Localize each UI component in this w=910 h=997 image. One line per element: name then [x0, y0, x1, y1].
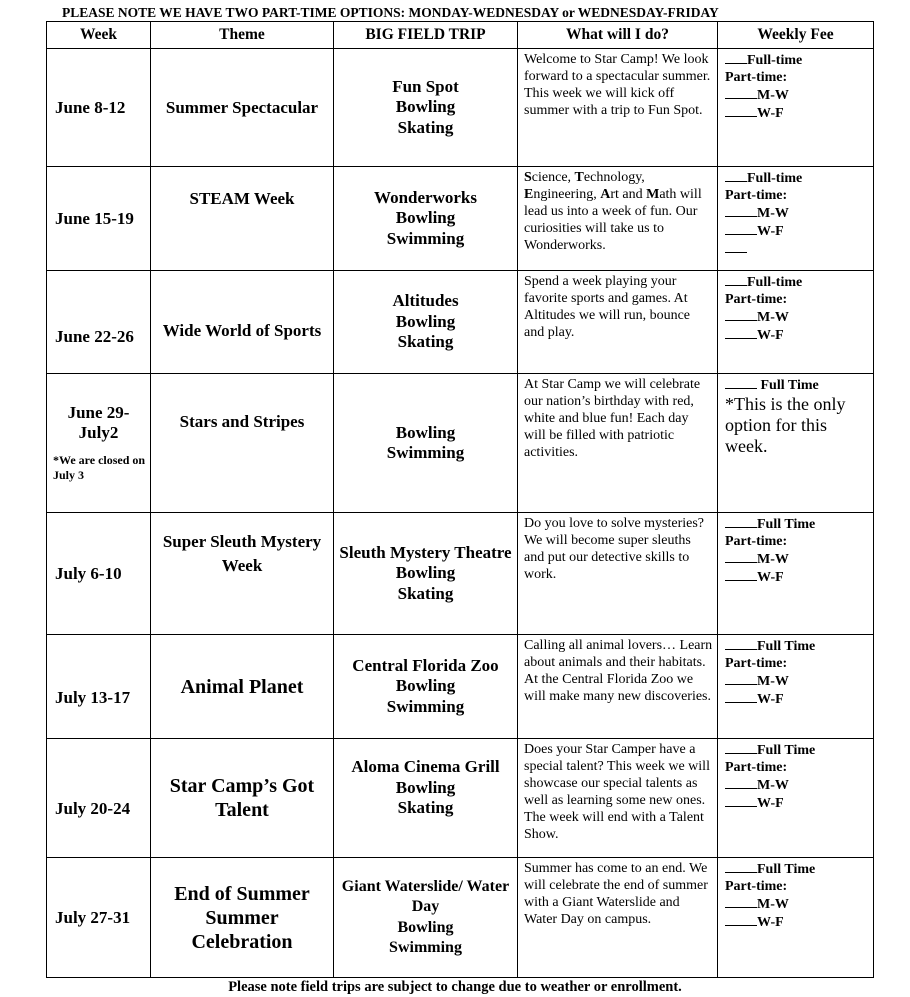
part-time-label: Part-time: [725, 760, 788, 775]
field-trip-cell [334, 167, 518, 271]
theme-cell: Stars and Stripes [151, 374, 334, 513]
trip-item: Bowling [395, 563, 456, 583]
description-cell: Summer has come to an end. We will celebrate the end of summer with a Giant Waterslide and Water Day on campus. [518, 858, 718, 978]
full-time-blank[interactable] [725, 860, 757, 873]
mw-label: M-W [757, 310, 789, 325]
week-label: June 29-July2 [67, 403, 130, 442]
steam-text: ath will lead us into a week of fun. Our curiosities will take us to Wonderworks. [524, 187, 702, 253]
full-time-blank[interactable] [725, 273, 747, 286]
theme-cell: Super Sleuth Mystery Week [151, 513, 334, 635]
description-cell: Spend a week playing your favorite sports and games. At Altitudes we will run, bounce and play. [518, 271, 718, 374]
description-cell: Does your Star Camper have a special talent? This week we will showcase our special talents as well as learning some new ones. The week will end with a Talent Show. [518, 739, 718, 858]
wf-label: W-F [757, 692, 784, 707]
full-time-blank[interactable] [725, 741, 757, 754]
trip-item: Altitudes [392, 291, 459, 311]
trip-item: Fun Spot [392, 76, 459, 96]
wf-blank[interactable] [725, 222, 757, 235]
trip-item: Bowling [395, 97, 456, 117]
steam-text: ngineering, [533, 187, 601, 202]
extra-blank[interactable] [725, 240, 747, 253]
wf-label: W-F [757, 106, 784, 121]
wf-label: W-F [757, 796, 784, 811]
fee-cell [718, 858, 874, 978]
trip-item: Wonderworks [374, 187, 477, 207]
steam-initial: M [646, 187, 660, 202]
part-time-label: Part-time: [725, 879, 788, 894]
wf-blank[interactable] [725, 690, 757, 703]
trip-item: Sleuth Mystery Theatre [339, 542, 512, 562]
full-time-label: Full-time [747, 53, 803, 68]
full-time-blank[interactable] [725, 515, 757, 528]
closed-note: *We are closed on July 3 [53, 453, 146, 482]
wf-blank[interactable] [725, 326, 757, 339]
full-time-label: Full Time [760, 378, 819, 393]
full-time-label: Full Time [757, 743, 816, 758]
table-row [47, 739, 874, 858]
mw-label: M-W [757, 552, 789, 567]
description-cell: At Star Camp we will celebrate our nation’s birthday with red, white and blue fun! Each day will be filled with patriotic activities. [518, 374, 718, 513]
trip-item: Bowling [397, 918, 454, 936]
mw-label: M-W [757, 778, 789, 793]
theme-cell: Animal Planet [151, 635, 334, 739]
wf-blank[interactable] [725, 104, 757, 117]
field-trip-cell [334, 49, 518, 167]
week-cell: June 22-26 [47, 271, 151, 374]
full-time-label: Full-time [747, 171, 803, 186]
mw-blank[interactable] [725, 204, 757, 217]
full-time-label: Full Time [757, 862, 816, 877]
trip-item: Swimming [386, 228, 465, 248]
table-row [47, 271, 874, 374]
steam-initial: A [600, 187, 611, 202]
table-row [47, 374, 874, 513]
full-time-blank[interactable] [725, 637, 757, 650]
mw-blank[interactable] [725, 672, 757, 685]
trip-item: Swimming [386, 696, 465, 716]
part-time-label: Part-time: [725, 292, 788, 307]
theme-cell: Summer Spectacular [151, 49, 334, 167]
field-trip-cell [334, 635, 518, 739]
week-cell: June 8-12 [47, 49, 151, 167]
mw-label: M-W [757, 88, 789, 103]
fee-cell [718, 635, 874, 739]
trip-item: Bowling [395, 311, 456, 331]
part-time-label: Part-time: [725, 70, 788, 85]
trip-item: Skating [397, 117, 454, 137]
field-trip-cell [334, 858, 518, 978]
part-time-label: Part-time: [725, 534, 788, 549]
table-row [47, 167, 874, 271]
trip-item: Aloma Cinema Grill [351, 757, 500, 776]
fee-cell [718, 271, 874, 374]
wf-label: W-F [757, 570, 784, 585]
steam-text: , [567, 170, 575, 185]
wf-blank[interactable] [725, 794, 757, 807]
trip-item: Swimming [389, 939, 462, 956]
trip-item: Skating [397, 798, 454, 817]
steam-text: cience [531, 170, 568, 185]
trip-item: Bowling [395, 777, 456, 797]
header-week: Week [47, 22, 151, 49]
theme-cell: End of Summer Summer Celebration [151, 858, 334, 978]
table-row [47, 635, 874, 739]
week-cell [47, 374, 151, 513]
top-note: PLEASE NOTE WE HAVE TWO PART-TIME OPTIONS: MONDAY-WEDNESDAY or WEDNESDAY-FRIDAY [62, 5, 719, 20]
table-row [47, 513, 874, 635]
theme-cell: Star Camp’s Got Talent [151, 739, 334, 858]
header-what-will-i-do: What will I do? [518, 22, 718, 49]
part-time-label: Part-time: [725, 656, 788, 671]
full-time-blank[interactable] [725, 169, 747, 182]
header-theme: Theme [151, 22, 334, 49]
full-time-label: Full Time [757, 639, 816, 654]
fee-cell [718, 513, 874, 635]
description-cell: Calling all animal lovers… Learn about animals and their habitats. At the Central Florida Zoo we will make many new discoveries. [518, 635, 718, 739]
mw-blank[interactable] [725, 86, 757, 99]
mw-label: M-W [757, 206, 789, 221]
header-row [47, 22, 874, 49]
mw-blank[interactable] [725, 895, 757, 908]
table-row [47, 858, 874, 978]
bottom-note: Please note field trips are subject to change due to weather or enrollment. [228, 979, 682, 995]
mw-label: M-W [757, 674, 789, 689]
table-row [47, 49, 874, 167]
mw-blank[interactable] [725, 308, 757, 321]
steam-initial: T [574, 170, 584, 185]
fee-cell [718, 739, 874, 858]
full-time-blank[interactable] [725, 376, 757, 389]
description-cell: Welcome to Star Camp! We look forward to a spectacular summer. This week we will kick off summer with a trip to Fun Spot. [518, 49, 718, 167]
mw-blank[interactable] [725, 550, 757, 563]
week-cell: July 6-10 [47, 513, 151, 635]
week-cell: July 20-24 [47, 739, 151, 858]
field-trip-cell [334, 513, 518, 635]
wf-label: W-F [757, 224, 784, 239]
header-weekly-fee: Weekly Fee [718, 22, 874, 49]
part-time-label: Part-time: [725, 188, 788, 203]
header-field-trip: BIG FIELD TRIP [334, 22, 518, 49]
wf-blank[interactable] [725, 568, 757, 581]
week-cell: July 27-31 [47, 858, 151, 978]
theme-cell: STEAM Week [151, 167, 334, 271]
steam-initial: S [524, 170, 532, 185]
trip-item: Skating [397, 332, 454, 352]
week-cell: June 15-19 [47, 167, 151, 271]
field-trip-cell [334, 271, 518, 374]
trip-item: Bowling [395, 422, 456, 442]
full-time-label: Full-time [747, 275, 803, 290]
steam-text: rt and [610, 187, 647, 202]
trip-item: Skating [397, 583, 454, 603]
fee-cell [718, 167, 874, 271]
schedule-table [46, 21, 874, 978]
mw-label: M-W [757, 897, 789, 912]
week-cell: July 13-17 [47, 635, 151, 739]
description-cell [518, 167, 718, 271]
description-cell: Do you love to solve mysteries? We will become super sleuths and put our detective skills to work. [518, 513, 718, 635]
field-trip-cell [334, 374, 518, 513]
wf-blank[interactable] [725, 913, 757, 926]
trip-item: Bowling [395, 208, 456, 228]
wf-label: W-F [757, 915, 784, 930]
steam-initial: E [524, 187, 534, 202]
trip-item: Swimming [386, 443, 465, 462]
field-trip-cell [334, 739, 518, 858]
full-time-blank[interactable] [725, 51, 747, 64]
full-time-label: Full Time [757, 517, 816, 532]
trip-item: Giant Waterslide/ Water Day [341, 877, 510, 915]
theme-cell: Wide World of Sports [151, 271, 334, 374]
only-option-note: *This is the only option for this week. [725, 394, 846, 456]
fee-cell [718, 374, 874, 513]
fee-cell [718, 49, 874, 167]
mw-blank[interactable] [725, 776, 757, 789]
wf-label: W-F [757, 328, 784, 343]
steam-text: echnology, [583, 170, 645, 185]
trip-item: Bowling [395, 676, 456, 696]
trip-item: Central Florida Zoo [352, 655, 499, 675]
